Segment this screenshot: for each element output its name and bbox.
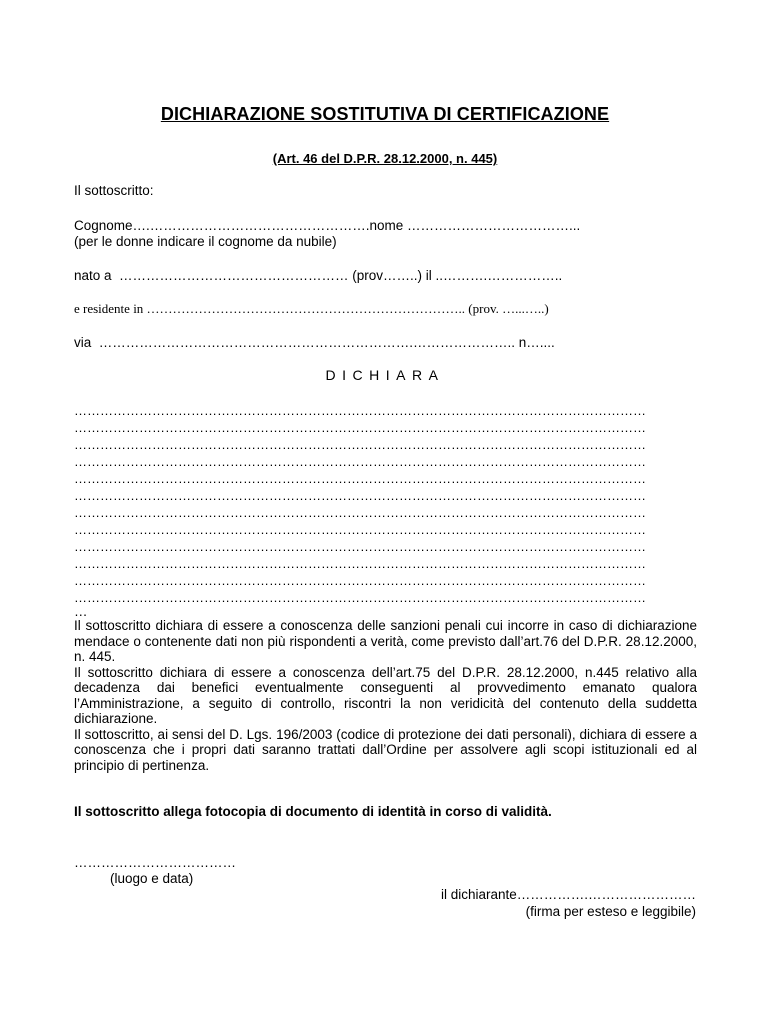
cognome-field: Cognome….………………………………………….nome ………………………………... [74, 218, 581, 233]
attachment-statement: Il sottoscritto allega fotocopia di documento di identità in corso di validità. [74, 804, 552, 819]
residente-field: e residente in ……………………………………………………………….. (prov. …...…..) [74, 301, 549, 316]
declaration-dot-line: …………………………………………………………………………………………………………………… [74, 556, 646, 571]
document-title: DICHIARAZIONE SOSTITUTIVA DI CERTIFICAZIONE [160, 104, 610, 124]
declarant-signature-line: il dichiarante…………….…………………… [440, 887, 696, 902]
declaration-dot-line: …………………………………………………………………………………………………………………… [74, 437, 646, 452]
benefits-paragraph: Il sottoscritto dichiara di essere a conoscenza dell’art.75 del D.P.R. 28.12.2000, n.445 relativo alla decadenza dai benefici eventualmente conseguenti al provvedimento emanato qualora l’Amministrazione, a seguito di controllo, riscontri la non veridicità del contenuto della suddetta dichiarazione. [74, 664, 697, 726]
declaration-dot-line: …………………………………………………………………………………………………………………… [74, 471, 646, 486]
declaration-dot-line: …………………………………………………………………………………………………………………… [74, 505, 646, 520]
declaration-dot-line: …………………………………………………………………………………………………………………… [74, 522, 646, 537]
body-paragraphs [74, 618, 697, 773]
declaration-dot-line: …………………………………………………………………………………………………………………… [74, 420, 646, 435]
declaration-dot-line: …………………………………………………………………………………………………………………… [74, 403, 646, 418]
dichiara-heading: DICHIARA [325, 367, 445, 383]
declaration-dot-line: …………………………………………………………………………………………………………………… [74, 590, 646, 605]
nato-field: nato a …………………………………………… (prov……..) il ..……….…………….. [74, 268, 563, 283]
declaration-dot-line: …………………………………………………………………………………………………………………… [74, 488, 646, 503]
signature-label: (firma per esteso e leggibile) [525, 904, 696, 919]
place-date-dots: ……………………………… [74, 855, 236, 870]
via-field: via …………………………………………………………….………………….. n….... [74, 335, 555, 350]
document-subtitle: (Art. 46 del D.P.R. 28.12.2000, n. 445) [272, 151, 498, 166]
sanctions-paragraph: Il sottoscritto dichiara di essere a conoscenza delle sanzioni penali cui incorre in caso di dichiarazione mendace o contenente dati non più rispondenti a verità, come previsto dall’art.76 del D.P.R. 28.12.2000, n. 445. [74, 618, 697, 664]
declaration-trailing-dots: … [74, 604, 88, 619]
privacy-paragraph: Il sottoscritto, ai sensi del D. Lgs. 196/2003 (codice di protezione dei dati personali), dichiara di essere a conoscenza che i propri dati saranno trattati dall’Ordine per assolvere agli scopi istituzionali ed al principio di pertinenza. [74, 726, 697, 773]
cognome-note: (per le donne indicare il cognome da nubile) [74, 234, 337, 249]
declaration-dot-line: …………………………………………………………………………………………………………………… [74, 454, 646, 469]
declaration-dot-line: …………………………………………………………………………………………………………………… [74, 539, 646, 554]
declaration-dot-line: …………………………………………………………………………………………………………………… [74, 573, 646, 588]
intro-text: Il sottoscritto: [74, 183, 154, 198]
place-date-label: (luogo e data) [110, 871, 194, 886]
